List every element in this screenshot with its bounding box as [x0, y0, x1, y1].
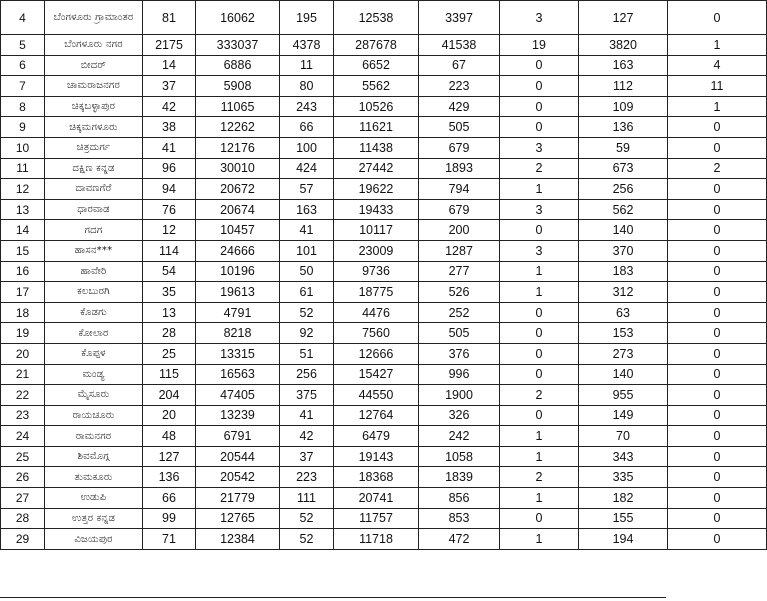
- value-cell-c3: 4378: [280, 35, 334, 56]
- table-row: [1, 364, 767, 385]
- value-cell-c5: 856: [419, 488, 500, 509]
- value-cell-c3: 61: [280, 282, 334, 303]
- district-name-cell: ಚಿತ್ರದುರ್ಗ: [45, 137, 143, 158]
- value-cell-c5: 1900: [419, 385, 500, 406]
- serial-number-cell: 24: [1, 426, 45, 447]
- value-cell-c1: 71: [143, 529, 196, 550]
- value-cell-c2: 4791: [196, 302, 280, 323]
- district-name-cell: ಕೊಪ್ಪಳ: [45, 343, 143, 364]
- value-cell-c1: 28: [143, 323, 196, 344]
- district-name-cell: ಧಾರವಾಡ: [45, 199, 143, 220]
- value-cell-c8: 0: [668, 261, 767, 282]
- value-cell-c6: 1: [500, 261, 579, 282]
- value-cell-c6: 0: [500, 96, 579, 117]
- value-cell-c8: 0: [668, 137, 767, 158]
- value-cell-c3: 41: [280, 220, 334, 241]
- value-cell-c1: 20: [143, 405, 196, 426]
- value-cell-c7: 370: [579, 240, 668, 261]
- district-name-cell: ಕೋಲಾರ: [45, 323, 143, 344]
- value-cell-c7: 163: [579, 55, 668, 76]
- value-cell-c5: 472: [419, 529, 500, 550]
- value-cell-c7: 256: [579, 179, 668, 200]
- table-bottom-border: [0, 597, 666, 601]
- value-cell-c5: 67: [419, 55, 500, 76]
- value-cell-c3: 163: [280, 199, 334, 220]
- value-cell-c5: 996: [419, 364, 500, 385]
- value-cell-c8: 0: [668, 508, 767, 529]
- value-cell-c8: 0: [668, 199, 767, 220]
- table-row: [1, 529, 767, 550]
- value-cell-c2: 12765: [196, 508, 280, 529]
- value-cell-c5: 679: [419, 199, 500, 220]
- table-row: [1, 35, 767, 56]
- value-cell-c2: 12176: [196, 137, 280, 158]
- value-cell-c7: 562: [579, 199, 668, 220]
- table-row: [1, 220, 767, 241]
- district-name-cell: ವಿಜಯಪುರ: [45, 529, 143, 550]
- value-cell-c6: 19: [500, 35, 579, 56]
- value-cell-c8: 0: [668, 240, 767, 261]
- value-cell-c1: 204: [143, 385, 196, 406]
- value-cell-c5: 326: [419, 405, 500, 426]
- value-cell-c4: 18775: [334, 282, 419, 303]
- value-cell-c8: 0: [668, 117, 767, 138]
- table-row: [1, 467, 767, 488]
- table-row: [1, 508, 767, 529]
- value-cell-c8: 11: [668, 76, 767, 97]
- district-name-cell: ಉಡುಪಿ: [45, 488, 143, 509]
- district-name-cell: ಕೊಡಗು: [45, 302, 143, 323]
- value-cell-c3: 80: [280, 76, 334, 97]
- table-row: [1, 117, 767, 138]
- value-cell-c4: 7560: [334, 323, 419, 344]
- value-cell-c5: 1839: [419, 467, 500, 488]
- district-name-cell: ಬೆಂಗಳೂರು ಗ್ರಾಮಾಂತರ: [45, 1, 143, 35]
- table-row: [1, 96, 767, 117]
- value-cell-c8: 0: [668, 426, 767, 447]
- value-cell-c4: 20741: [334, 488, 419, 509]
- value-cell-c4: 19622: [334, 179, 419, 200]
- district-name-cell: ತುಮಕೂರು: [45, 467, 143, 488]
- value-cell-c6: 3: [500, 1, 579, 35]
- value-cell-c3: 195: [280, 1, 334, 35]
- value-cell-c6: 1: [500, 446, 579, 467]
- value-cell-c8: 0: [668, 1, 767, 35]
- district-name-cell: ಉತ್ತರ ಕನ್ನಡ: [45, 508, 143, 529]
- value-cell-c3: 223: [280, 467, 334, 488]
- value-cell-c2: 11065: [196, 96, 280, 117]
- serial-number-cell: 19: [1, 323, 45, 344]
- value-cell-c8: 1: [668, 96, 767, 117]
- value-cell-c2: 21779: [196, 488, 280, 509]
- value-cell-c4: 18368: [334, 467, 419, 488]
- value-cell-c5: 429: [419, 96, 500, 117]
- value-cell-c6: 0: [500, 508, 579, 529]
- serial-number-cell: 13: [1, 199, 45, 220]
- value-cell-c1: 37: [143, 76, 196, 97]
- serial-number-cell: 9: [1, 117, 45, 138]
- value-cell-c8: 0: [668, 343, 767, 364]
- value-cell-c6: 0: [500, 76, 579, 97]
- value-cell-c8: 0: [668, 385, 767, 406]
- value-cell-c2: 20672: [196, 179, 280, 200]
- value-cell-c2: 24666: [196, 240, 280, 261]
- serial-number-cell: 22: [1, 385, 45, 406]
- value-cell-c1: 99: [143, 508, 196, 529]
- table-row: [1, 261, 767, 282]
- value-cell-c4: 11718: [334, 529, 419, 550]
- value-cell-c7: 112: [579, 76, 668, 97]
- value-cell-c4: 11621: [334, 117, 419, 138]
- value-cell-c6: 2: [500, 467, 579, 488]
- value-cell-c3: 101: [280, 240, 334, 261]
- value-cell-c7: 673: [579, 158, 668, 179]
- value-cell-c7: 183: [579, 261, 668, 282]
- value-cell-c3: 375: [280, 385, 334, 406]
- value-cell-c2: 16563: [196, 364, 280, 385]
- value-cell-c4: 10526: [334, 96, 419, 117]
- value-cell-c5: 1287: [419, 240, 500, 261]
- value-cell-c2: 6791: [196, 426, 280, 447]
- value-cell-c2: 8218: [196, 323, 280, 344]
- value-cell-c7: 136: [579, 117, 668, 138]
- value-cell-c3: 100: [280, 137, 334, 158]
- district-name-cell: ಮೈಸೂರು: [45, 385, 143, 406]
- table-row: [1, 137, 767, 158]
- value-cell-c4: 6479: [334, 426, 419, 447]
- value-cell-c2: 19613: [196, 282, 280, 303]
- value-cell-c6: 0: [500, 343, 579, 364]
- value-cell-c5: 505: [419, 117, 500, 138]
- value-cell-c2: 20542: [196, 467, 280, 488]
- value-cell-c7: 153: [579, 323, 668, 344]
- value-cell-c1: 54: [143, 261, 196, 282]
- value-cell-c2: 20674: [196, 199, 280, 220]
- value-cell-c2: 10457: [196, 220, 280, 241]
- value-cell-c4: 11757: [334, 508, 419, 529]
- value-cell-c1: 136: [143, 467, 196, 488]
- serial-number-cell: 12: [1, 179, 45, 200]
- serial-number-cell: 4: [1, 1, 45, 35]
- value-cell-c1: 12: [143, 220, 196, 241]
- value-cell-c6: 0: [500, 220, 579, 241]
- value-cell-c1: 114: [143, 240, 196, 261]
- value-cell-c1: 42: [143, 96, 196, 117]
- value-cell-c7: 182: [579, 488, 668, 509]
- value-cell-c1: 81: [143, 1, 196, 35]
- value-cell-c1: 13: [143, 302, 196, 323]
- value-cell-c7: 70: [579, 426, 668, 447]
- value-cell-c5: 376: [419, 343, 500, 364]
- value-cell-c6: 1: [500, 426, 579, 447]
- value-cell-c4: 9736: [334, 261, 419, 282]
- serial-number-cell: 10: [1, 137, 45, 158]
- value-cell-c3: 52: [280, 302, 334, 323]
- value-cell-c3: 41: [280, 405, 334, 426]
- value-cell-c5: 252: [419, 302, 500, 323]
- value-cell-c8: 0: [668, 446, 767, 467]
- value-cell-c7: 155: [579, 508, 668, 529]
- value-cell-c6: 3: [500, 199, 579, 220]
- value-cell-c8: 0: [668, 488, 767, 509]
- district-name-cell: ಮಂಡ್ಯ: [45, 364, 143, 385]
- value-cell-c1: 41: [143, 137, 196, 158]
- value-cell-c6: 0: [500, 405, 579, 426]
- value-cell-c6: 0: [500, 364, 579, 385]
- value-cell-c4: 6652: [334, 55, 419, 76]
- value-cell-c1: 127: [143, 446, 196, 467]
- table-row: [1, 55, 767, 76]
- table-row: [1, 76, 767, 97]
- value-cell-c8: 0: [668, 179, 767, 200]
- value-cell-c3: 51: [280, 343, 334, 364]
- table-row: [1, 488, 767, 509]
- value-cell-c6: 2: [500, 158, 579, 179]
- value-cell-c6: 3: [500, 240, 579, 261]
- value-cell-c1: 38: [143, 117, 196, 138]
- serial-number-cell: 16: [1, 261, 45, 282]
- value-cell-c7: 59: [579, 137, 668, 158]
- value-cell-c3: 50: [280, 261, 334, 282]
- table-row: [1, 426, 767, 447]
- value-cell-c2: 12262: [196, 117, 280, 138]
- serial-number-cell: 11: [1, 158, 45, 179]
- value-cell-c7: 335: [579, 467, 668, 488]
- value-cell-c7: 140: [579, 220, 668, 241]
- value-cell-c7: 955: [579, 385, 668, 406]
- value-cell-c4: 11438: [334, 137, 419, 158]
- district-name-cell: ಚಿಕ್ಕಮಗಳೂರು: [45, 117, 143, 138]
- value-cell-c5: 794: [419, 179, 500, 200]
- value-cell-c5: 1893: [419, 158, 500, 179]
- serial-number-cell: 23: [1, 405, 45, 426]
- value-cell-c1: 115: [143, 364, 196, 385]
- value-cell-c7: 109: [579, 96, 668, 117]
- value-cell-c2: 12384: [196, 529, 280, 550]
- value-cell-c7: 273: [579, 343, 668, 364]
- value-cell-c2: 6886: [196, 55, 280, 76]
- value-cell-c3: 42: [280, 426, 334, 447]
- district-name-cell: ರಾಯಚೂರು: [45, 405, 143, 426]
- serial-number-cell: 20: [1, 343, 45, 364]
- table-row: [1, 343, 767, 364]
- value-cell-c1: 76: [143, 199, 196, 220]
- table-row: [1, 158, 767, 179]
- value-cell-c3: 57: [280, 179, 334, 200]
- serial-number-cell: 18: [1, 302, 45, 323]
- value-cell-c1: 35: [143, 282, 196, 303]
- value-cell-c2: 333037: [196, 35, 280, 56]
- value-cell-c4: 12764: [334, 405, 419, 426]
- table-row: [1, 323, 767, 344]
- value-cell-c7: 312: [579, 282, 668, 303]
- table-row: [1, 405, 767, 426]
- serial-number-cell: 27: [1, 488, 45, 509]
- serial-number-cell: 7: [1, 76, 45, 97]
- value-cell-c6: 0: [500, 323, 579, 344]
- serial-number-cell: 8: [1, 96, 45, 117]
- value-cell-c4: 287678: [334, 35, 419, 56]
- district-name-cell: ಕಲಬುರಗಿ: [45, 282, 143, 303]
- value-cell-c4: 23009: [334, 240, 419, 261]
- value-cell-c2: 13315: [196, 343, 280, 364]
- district-name-cell: ಚಿಕ್ಕಬಳ್ಳಾಪುರ: [45, 96, 143, 117]
- value-cell-c3: 11: [280, 55, 334, 76]
- value-cell-c7: 343: [579, 446, 668, 467]
- value-cell-c7: 194: [579, 529, 668, 550]
- value-cell-c6: 2: [500, 385, 579, 406]
- value-cell-c6: 1: [500, 179, 579, 200]
- value-cell-c1: 2175: [143, 35, 196, 56]
- table-row: [1, 1, 767, 35]
- value-cell-c5: 1058: [419, 446, 500, 467]
- value-cell-c6: 1: [500, 488, 579, 509]
- value-cell-c2: 20544: [196, 446, 280, 467]
- value-cell-c7: 63: [579, 302, 668, 323]
- value-cell-c4: 27442: [334, 158, 419, 179]
- value-cell-c3: 424: [280, 158, 334, 179]
- value-cell-c3: 37: [280, 446, 334, 467]
- value-cell-c3: 92: [280, 323, 334, 344]
- value-cell-c2: 10196: [196, 261, 280, 282]
- value-cell-c2: 16062: [196, 1, 280, 35]
- table-row: [1, 179, 767, 200]
- value-cell-c5: 526: [419, 282, 500, 303]
- serial-number-cell: 14: [1, 220, 45, 241]
- value-cell-c4: 44550: [334, 385, 419, 406]
- value-cell-c3: 243: [280, 96, 334, 117]
- district-name-cell: ಗದಗ: [45, 220, 143, 241]
- value-cell-c7: 3820: [579, 35, 668, 56]
- serial-number-cell: 29: [1, 529, 45, 550]
- value-cell-c8: 0: [668, 220, 767, 241]
- value-cell-c4: 19143: [334, 446, 419, 467]
- value-cell-c6: 1: [500, 529, 579, 550]
- district-name-cell: ದಕ್ಷಿಣ ಕನ್ನಡ: [45, 158, 143, 179]
- serial-number-cell: 17: [1, 282, 45, 303]
- value-cell-c1: 25: [143, 343, 196, 364]
- value-cell-c8: 0: [668, 529, 767, 550]
- value-cell-c5: 853: [419, 508, 500, 529]
- table-row: [1, 199, 767, 220]
- table-row: [1, 385, 767, 406]
- value-cell-c2: 30010: [196, 158, 280, 179]
- district-name-cell: ಬೆಂಗಳೂರು ನಗರ: [45, 35, 143, 56]
- value-cell-c6: 0: [500, 117, 579, 138]
- table-row: [1, 446, 767, 467]
- value-cell-c7: 127: [579, 1, 668, 35]
- value-cell-c2: 47405: [196, 385, 280, 406]
- value-cell-c5: 505: [419, 323, 500, 344]
- value-cell-c4: 5562: [334, 76, 419, 97]
- value-cell-c3: 111: [280, 488, 334, 509]
- value-cell-c5: 3397: [419, 1, 500, 35]
- table-row: [1, 240, 767, 261]
- value-cell-c5: 200: [419, 220, 500, 241]
- value-cell-c4: 15427: [334, 364, 419, 385]
- serial-number-cell: 5: [1, 35, 45, 56]
- district-name-cell: ದಾವಣಗೆರೆ: [45, 179, 143, 200]
- value-cell-c8: 1: [668, 35, 767, 56]
- table-body: [1, 1, 767, 550]
- value-cell-c5: 242: [419, 426, 500, 447]
- table-row: [1, 302, 767, 323]
- value-cell-c8: 0: [668, 405, 767, 426]
- value-cell-c1: 94: [143, 179, 196, 200]
- value-cell-c3: 66: [280, 117, 334, 138]
- serial-number-cell: 21: [1, 364, 45, 385]
- value-cell-c5: 679: [419, 137, 500, 158]
- value-cell-c6: 1: [500, 282, 579, 303]
- serial-number-cell: 25: [1, 446, 45, 467]
- value-cell-c8: 4: [668, 55, 767, 76]
- serial-number-cell: 15: [1, 240, 45, 261]
- table-row: [1, 282, 767, 303]
- value-cell-c3: 52: [280, 508, 334, 529]
- value-cell-c4: 12538: [334, 1, 419, 35]
- serial-number-cell: 28: [1, 508, 45, 529]
- value-cell-c8: 0: [668, 467, 767, 488]
- value-cell-c7: 149: [579, 405, 668, 426]
- value-cell-c1: 48: [143, 426, 196, 447]
- value-cell-c5: 223: [419, 76, 500, 97]
- value-cell-c8: 0: [668, 302, 767, 323]
- district-name-cell: ಹಾಸನ***: [45, 240, 143, 261]
- value-cell-c8: 0: [668, 282, 767, 303]
- value-cell-c6: 0: [500, 55, 579, 76]
- value-cell-c7: 140: [579, 364, 668, 385]
- value-cell-c2: 13239: [196, 405, 280, 426]
- serial-number-cell: 6: [1, 55, 45, 76]
- value-cell-c6: 3: [500, 137, 579, 158]
- district-name-cell: ಬೀದರ್: [45, 55, 143, 76]
- value-cell-c4: 10117: [334, 220, 419, 241]
- value-cell-c2: 5908: [196, 76, 280, 97]
- value-cell-c4: 19433: [334, 199, 419, 220]
- value-cell-c1: 96: [143, 158, 196, 179]
- district-name-cell: ಚಾಮರಾಜನಗರ: [45, 76, 143, 97]
- value-cell-c8: 0: [668, 364, 767, 385]
- value-cell-c4: 4476: [334, 302, 419, 323]
- value-cell-c4: 12666: [334, 343, 419, 364]
- value-cell-c5: 277: [419, 261, 500, 282]
- value-cell-c5: 41538: [419, 35, 500, 56]
- value-cell-c8: 0: [668, 323, 767, 344]
- value-cell-c3: 256: [280, 364, 334, 385]
- value-cell-c1: 66: [143, 488, 196, 509]
- district-name-cell: ಹಾವೇರಿ: [45, 261, 143, 282]
- value-cell-c1: 14: [143, 55, 196, 76]
- value-cell-c8: 2: [668, 158, 767, 179]
- value-cell-c3: 52: [280, 529, 334, 550]
- district-name-cell: ಶಿವಮೊಗ್ಗ: [45, 446, 143, 467]
- district-name-cell: ರಾಮನಗರ: [45, 426, 143, 447]
- value-cell-c6: 0: [500, 302, 579, 323]
- serial-number-cell: 26: [1, 467, 45, 488]
